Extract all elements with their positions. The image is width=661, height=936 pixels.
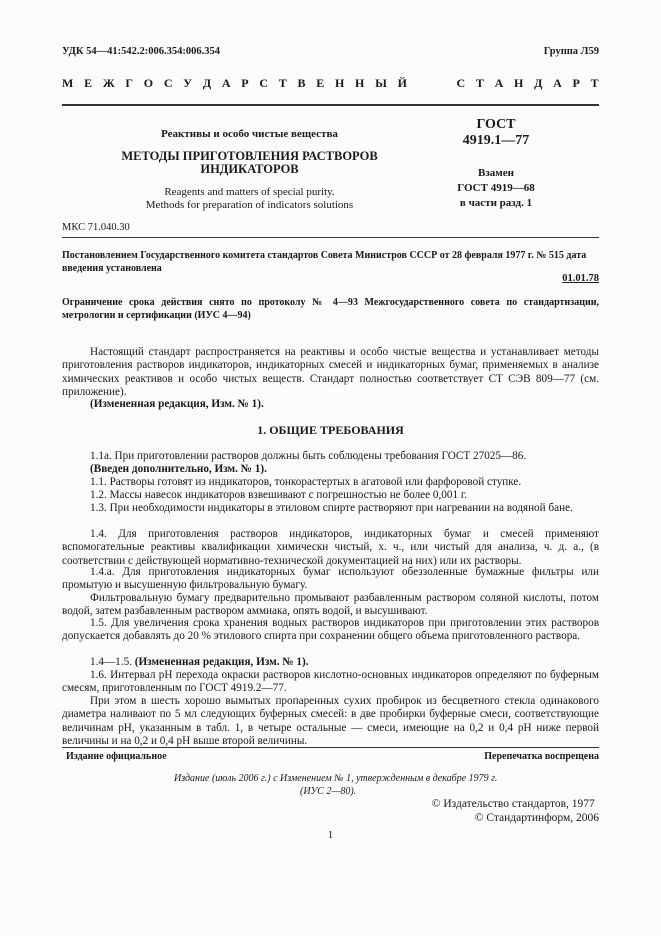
copyright-block: © Издательство стандартов, 1977 © Стандартинформ, 2006 (431, 798, 599, 824)
subject-line: Реактивы и особо чистые вещества (161, 128, 338, 140)
clause-1-4-1-5-note: 1.4—1.5. (Измененная редакция, Изм. № 1). (90, 656, 309, 668)
reprint-notice: Перепечатка воспрещена (484, 751, 599, 762)
page-number: 1 (327, 829, 334, 841)
gost-designation: ГОСТ 4919.1—77 (462, 117, 530, 148)
mks-code: МКС 71.040.30 (62, 222, 130, 233)
udk-code: УДК 54—41:542.2:006.354:006.354 (62, 46, 220, 57)
replaces-block: Взамен ГОСТ 4919—68 в части разд. 1 (457, 167, 535, 209)
clause-1-1: 1.1. Растворы готовят из индикаторов, тонкорастертых в агатовой или фарфоровой ступке. (90, 476, 522, 488)
clause-1-6-cont: При этом в шесть хорошо вымытых пропаренных сухих пробирок из бесцветного стекла одинакового диаметра наливают по 5 мл следующих буферных смесей: в две пробирки буферные смеси, соответствующие величинам pH, указанным в табл. 1, в четыре остальные — смеси, имеющие на 0,2 и 0,4 pH ниже первой величины и на 0,2 и 0,4 pH выше второй величины. (62, 695, 599, 747)
clause-1-2: 1.2. Массы навесок индикаторов взвешивают с погрешностью не более 0,001 г. (90, 489, 467, 501)
clause-1-4: 1.4. Для приготовления растворов индикаторов, индикаторных бумаг и смесей применяют вспомогательные реактивы квалификации химически чистый, х. ч., или чистый для анализа, ч. д. а., (в соответствии с действующей нормативно-технической документацией на них) или их растворы. (62, 528, 599, 567)
edition-note-line2: (ИУС 2—80). (300, 786, 357, 797)
edition-note-line1: Издание (июль 2006 г.) с Изменением № 1, утвержденным в декабре 1979 г. (174, 773, 498, 784)
official-edition: Издание официальное (66, 751, 167, 762)
group-code: Группа Л59 (543, 46, 599, 57)
limitation-text: Ограничение срока действия снято по протоколу № 4—93 Межгосударственного совета по стандартизации, метрологии и сертификации (ИУС 4—94) (62, 297, 599, 321)
clause-1-5: 1.5. Для увеличения срока хранения водных растворов индикаторов при приготовлении этих растворов допускается добавлять до 20 % этилового спирта при сохранении общего объема приготовленного раствора. (62, 617, 599, 643)
intro-amendment-note: (Измененная редакция, Изм. № 1). (90, 398, 264, 410)
english-title: Reagents and matters of special purity. Methods for preparation of indicators solutions (145, 186, 354, 211)
clause-1-1a: 1.1а. При приготовлении растворов должны быть соблюдены требования ГОСТ 27025—86. (90, 450, 527, 462)
title-rule (62, 237, 599, 238)
section-title: 1. ОБЩИЕ ТРЕБОВАНИЯ (257, 423, 404, 437)
decree-text: Постановлением Государственного комитета стандартов Совета Министров СССР от 28 февраля 1977 г. № 515 дата введения установлена (62, 250, 587, 274)
document-title: МЕТОДЫ ПРИГОТОВЛЕНИЯ РАСТВОРОВ ИНДИКАТОРОВ (121, 149, 378, 176)
footer-rule (62, 747, 599, 748)
intro-paragraph: Настоящий стандарт распространяется на реактивы и особо чистые вещества и устанавливает методы приготовления растворов индикаторов, индикаторных смесей и индикаторных бумаг, применяемых в анализе химических реактивов и особо чистых веществ. Стандарт полностью соответствует СТ СЭВ 809—77 (см. приложение). (62, 346, 599, 398)
clause-1-4a-cont: Фильтровальную бумагу предварительно промывают разбавленным раствором соляной кислоты, потом водой, затем разбавленным раствором аммиака, опять водой, и высушивают. (62, 592, 599, 618)
clause-1-6: 1.6. Интервал pH перехода окраски растворов кислотно-основных индикаторов определяют по буферным смесям, приготовленным по ГОСТ 4919.2—77. (62, 669, 599, 695)
clause-1-3: 1.3. При необходимости индикаторы в этиловом спирте растворяют при нагревании на водяной бане. (90, 502, 573, 514)
clause-1-1a-note: (Введен дополнительно, Изм. № 1). (90, 463, 267, 475)
clause-1-4a: 1.4.а. Для приготовления индикаторных бумаг используют обеззоленные бумажные фильтры или промытую и высушенную фильтровальную бумагу. (62, 566, 599, 592)
header-rule (62, 104, 599, 106)
standard-type-banner: М Е Ж Г О С У Д А Р С Т В Е Н Н Ы Й С Т А Н Д А Р Т (62, 76, 599, 90)
introduction-date: 01.01.78 (562, 273, 599, 284)
